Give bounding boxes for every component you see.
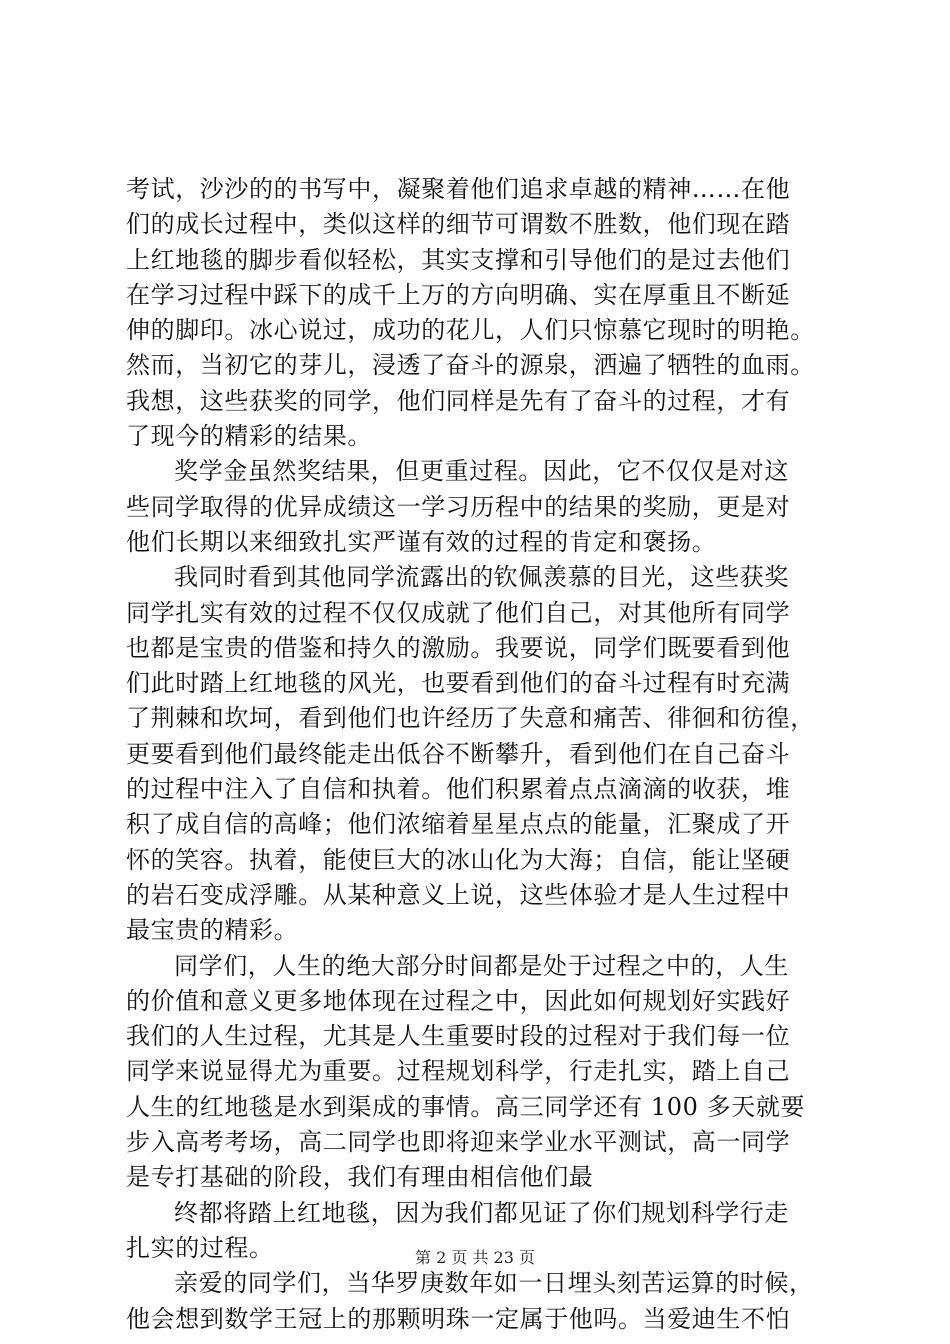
text-line: 们此时踏上红地毯的风光，也要看到他们的奋斗过程有时充满 [126,669,791,698]
text-line: 的过程中注入了自信和执着。他们积累着点点滴滴的收获，堆 [126,775,791,804]
text-line: 考试，沙沙的的书写中，凝聚着他们追求卓越的精神……在他 [126,175,791,203]
text-line: 步入高考考场，高二同学也即将迎来学业水平测试，高一同学 [126,1128,791,1157]
paragraph [126,949,826,1196]
document-body [126,172,826,1337]
text-line: 怀的笑容。执着，能使巨大的冰山化为大海；自信，能让坚硬 [126,845,791,874]
paragraph [126,1266,826,1337]
text-line: 他会想到数学王冠上的那颗明珠一定属于他吗。当爱迪生不怕 [126,1304,791,1333]
text-line: 伸的脚印。冰心说过，成功的花儿，人们只惊慕它现时的明艳。 [126,316,815,345]
text-line: 同学们，人生的绝大部分时间都是处于过程之中的，人生 [174,951,789,980]
text-line: 最宝贵的精彩。 [126,916,299,945]
text-line: 我想，这些获奖的同学，他们同样是先有了奋斗的过程，才有 [126,386,791,415]
text-line: 的岩石变成浮雕。从某种意义上说，这些体验才是人生过程中 [126,880,791,909]
text-line: 们的成长过程中，类似这样的细节可谓数不胜数，他们现在踏 [126,210,791,239]
text-line: 终都将踏上红地毯，因为我们都见证了你们规划科学行走 [174,1198,789,1227]
text-line: 他们长期以来细致扎实严谨有效的过程的肯定和褒扬。 [126,527,717,556]
text-line: 也都是宝贵的借鉴和持久的激励。我要说，同学们既要看到他 [126,633,791,662]
text-line: 在学习过程中踩下的成千上万的方向明确、实在厚重且不断延 [126,280,791,309]
text-line: 然而，当初它的芽儿，浸透了奋斗的源泉，洒遍了牺牲的血雨。 [126,351,815,380]
paragraph [126,172,826,454]
text-line: 人生的红地毯是水到渠成的事情。高三同学还有 100 多天就要 [126,1092,806,1121]
text-line: 我们的人生过程，尤其是人生重要时段的过程对于我们每一位 [126,1022,791,1051]
text-line: 是专打基础的阶段，我们有理由相信他们最 [126,1163,594,1192]
text-line: 上红地毯的脚步看似轻松，其实支撑和引导他们的是过去他们 [126,245,791,274]
paragraph [126,560,826,948]
paragraph [126,454,826,560]
text-line: 奖学金虽然奖结果，但更重过程。因此，它不仅仅是对这 [174,457,789,486]
text-line: 积了成自信的高峰；他们浓缩着星星点点的能量，汇聚成了开 [126,810,791,839]
page-footer: 第 2 页 共 23 页 [415,1248,535,1267]
text-line: 了现今的精彩的结果。 [126,422,372,451]
text-line: 了荆棘和坎坷，看到他们也许经历了失意和痛苦、徘徊和彷徨， [126,704,815,733]
text-line: 同学扎实有效的过程不仅仅成就了他们自己，对其他所有同学 [126,598,791,627]
text-line: 更要看到他们最终能走出低谷不断攀升，看到他们在自己奋斗 [126,739,791,768]
text-line: 扎实的过程。 [126,1233,274,1262]
text-line: 些同学取得的优异成绩这一学习历程中的结果的奖励，更是对 [126,492,791,521]
text-line: 的价值和意义更多地体现在过程之中，因此如何规划好实践好 [126,986,791,1015]
text-line: 同学来说显得尤为重要。过程规划科学，行走扎实，踏上自己 [126,1057,791,1086]
text-line: 我同时看到其他同学流露出的钦佩羡慕的目光，这些获奖 [174,563,789,592]
text-line: 亲爱的同学们，当华罗庚数年如一日埋头刻苦运算的时候， [174,1269,814,1298]
